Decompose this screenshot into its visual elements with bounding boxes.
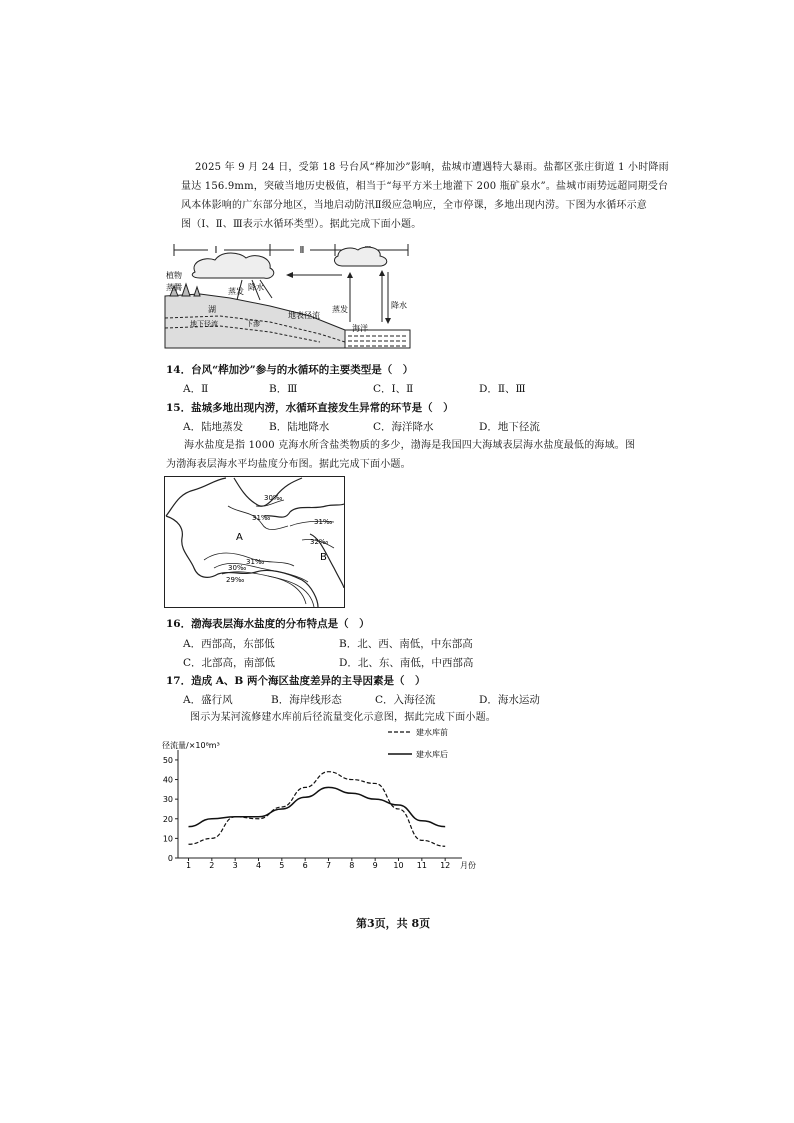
x-tick-label: 3 [232,861,238,870]
intro1-line2: 量达 156.9mm，突破当地历史极值，相当于“每平方米土地灌下 200 瓶矿泉水”。盐城市雨势远超同期受台 [181,181,669,192]
q16-stem: 16．渤海表层海水盐度的分布特点是（ ） [166,618,370,630]
isohaline-label-31-north: 31‰ [252,514,271,522]
page-footer: 第3页，共 8页 [356,917,431,930]
y-tick-label: 30 [162,795,173,805]
q16-option-d[interactable]: D．北、东、南低，中西部高 [339,657,474,669]
intro-paragraph-1 [181,158,669,234]
legend-label: 建水库前 [416,728,448,737]
label-rain2: 降水 [391,301,407,310]
label-evap: 蒸发 [228,287,244,296]
y-tick-label: 10 [162,834,173,844]
intro2-line2: 为渤海表层海水平均盐度分布图。据此完成下面小题。 [166,459,411,470]
y-tick-label: 20 [162,814,173,824]
q17-option-d[interactable]: D．海水运动 [479,694,540,706]
label-surface-runoff: 地表径流 [288,311,320,320]
label-infiltration: 下渗 [246,320,260,328]
q15-option-b[interactable]: B．陆地降水 [269,421,330,433]
isohaline-label-29: 29‰ [226,576,245,584]
q15-stem: 15．盐城多地出现内涝，水循环直接发生异常的环节是（ ） [166,402,454,414]
y-tick-label: 0 [167,854,173,863]
x-tick-label: 7 [325,861,332,870]
intro-paragraph-3: 图示为某河流修建水库前后径流量变化示意图，据此完成下面小题。 [190,712,496,723]
x-tick-label: 5 [279,861,285,870]
q15-option-a[interactable]: A．陆地蒸发 [183,421,244,433]
label-lake: 湖 [208,305,216,314]
x-tick-label: 9 [372,861,378,870]
region-label-a: A [236,532,243,543]
label-evap2: 蒸发 [332,305,348,314]
q14-option-b[interactable]: B．Ⅲ [269,383,298,395]
q16-option-a[interactable]: A．西部高，东部低 [183,638,275,650]
intro1-line4: 图（Ⅰ、Ⅱ、Ⅲ表示水循环类型）。据此完成下面小题。 [181,219,422,230]
label-ocean: 海洋 [352,324,368,333]
intro1-line1: 2025 年 9 月 24 日，受第 18 号台风“桦加沙”影响，盐城市遭遇特大暴雨。盐都区张庄街道 1 小时降雨 [195,162,669,173]
q17-option-b[interactable]: B．海岸线形态 [271,694,342,706]
q17-stem: 17．造成 A、B 两个海区盐度差异的主导因素是（ ） [166,675,426,687]
q17-option-a[interactable]: A．盛行风 [183,694,233,706]
chart-ylabel: 径流量/×10⁸m³ [162,741,220,750]
q14-stem: 14．台风“桦加沙”参与的水循环的主要类型是（ ） [166,364,414,376]
q15-option-c[interactable]: C．海洋降水 [373,421,434,433]
runoff-line-chart [156,726,476,874]
intro-paragraph-2 [166,436,636,474]
legend-label: 建水库后 [416,750,448,759]
label-plant: 植物 [166,271,182,280]
x-tick-label: 2 [209,861,215,870]
q14-option-a[interactable]: A．Ⅱ [183,383,209,395]
x-tick-label: 8 [349,861,355,870]
q16-option-b[interactable]: B．北、西、南低，中东部高 [339,638,473,650]
type-label-1: Ⅰ [214,245,218,256]
x-tick-label: 1 [185,861,192,870]
y-tick-label: 50 [162,755,173,765]
intro2-line1: 海水盐度是指 1000 克海水所含盐类物质的多少，渤海是我国四大海域表层海水盐度最低的海域。图 [184,440,636,451]
isohaline-label-32: 32‰ [310,538,329,546]
x-tick-label: 4 [255,861,262,870]
isohaline-label-31-south: 31‰ [246,558,265,566]
q16-option-c[interactable]: C．北部高，南部低 [183,657,276,669]
type-label-2: Ⅱ [299,245,305,256]
label-groundwater: 地下径流 [190,320,218,328]
bohai-salinity-map [164,476,345,608]
x-tick-label: 10 [393,861,404,870]
x-tick-label: 12 [440,861,451,870]
x-tick-label: 6 [302,861,308,870]
label-transpiration: 蒸腾 [166,283,182,292]
isohaline-label-30-north: 30‰ [264,494,283,502]
q14-option-d[interactable]: D．Ⅱ、Ⅲ [479,383,526,395]
water-cycle-diagram [160,238,415,358]
q14-option-c[interactable]: C．Ⅰ、Ⅱ [373,383,414,395]
isohaline-label-30-south: 30‰ [228,564,247,572]
q17-option-c[interactable]: C．入海径流 [375,694,436,706]
isohaline-label-31-east: 31‰ [314,518,333,526]
label-rain: 降水 [248,283,264,292]
region-label-b: B [320,552,327,563]
x-axis-label: 月份 [460,861,476,870]
q15-option-d[interactable]: D．地下径流 [479,421,540,433]
y-tick-label: 40 [162,775,173,785]
intro1-line3: 风本体影响的广东部分地区，当地启动防汛Ⅱ级应急响应，全市停课，多地出现内涝。下图为水循环示意 [181,200,647,211]
x-tick-label: 11 [416,861,427,870]
